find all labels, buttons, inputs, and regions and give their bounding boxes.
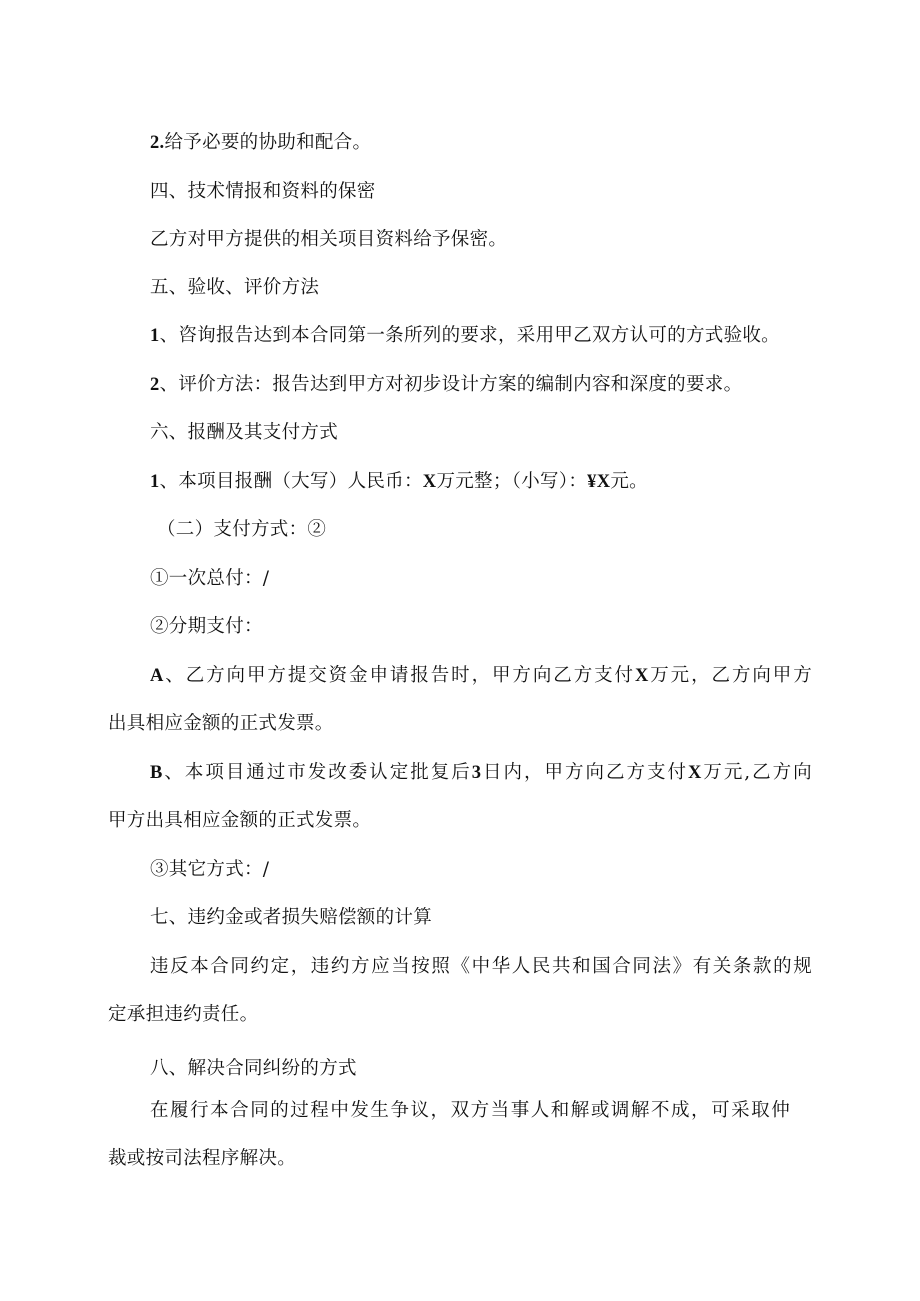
paragraph-line: 乙方对甲方提供的相关项目资料给予保密。 <box>150 229 508 250</box>
line-text: 、本项目通过市发改委认定批复后 <box>162 762 472 783</box>
item-number: 2 <box>150 375 160 395</box>
paragraph-line <box>150 373 742 397</box>
line-text: 万元,乙方向 <box>701 762 812 783</box>
line-text: 元。 <box>610 471 648 492</box>
item-label: A <box>150 666 164 686</box>
item-number: 1 <box>150 472 160 492</box>
paragraph-line: 在履行本合同的过程中发生争议，双方当事人和解或调解不成，可采取仲 <box>150 1100 790 1121</box>
item-number: 2. <box>150 133 165 153</box>
paragraph-line <box>150 324 780 348</box>
paragraph-line <box>150 131 371 155</box>
section-heading-8: 八、解决合同纠纷的方式 <box>150 1058 357 1079</box>
section-heading-7: 七、违约金或者损失赔偿额的计算 <box>150 907 433 928</box>
paragraph-line: 裁或按司法程序解决。 <box>108 1148 297 1169</box>
amount-placeholder: X <box>422 472 437 492</box>
paragraph-line: 甲方出具相应金额的正式发票。 <box>108 810 372 831</box>
amount-placeholder: ¥X <box>587 472 611 492</box>
section-heading-6: 六、报酬及其支付方式 <box>150 422 339 443</box>
line-text: 、咨询报告达到本合同第一条所列的要求，采用甲乙双方认可的方式验收。 <box>159 325 780 346</box>
paragraph-line: 定承担违约责任。 <box>108 1004 259 1025</box>
amount-placeholder: X <box>634 666 649 686</box>
paragraph-line <box>150 470 648 494</box>
line-text: 、本项目报酬（大写）人民币： <box>159 471 423 492</box>
line-text: 万元，乙方向甲方 <box>648 665 813 686</box>
item-label: B <box>150 763 163 783</box>
paragraph-line: ②分期支付： <box>150 616 263 637</box>
line-text: 给予必要的协助和配合。 <box>164 132 372 153</box>
amount-placeholder: X <box>687 763 702 783</box>
paragraph-line: 出具相应金额的正式发票。 <box>108 713 334 734</box>
paragraph-line <box>150 664 812 688</box>
paragraph-line: ③其它方式：/ <box>150 859 270 880</box>
paragraph-line <box>150 761 812 785</box>
section-heading-5: 五、验收、评价方法 <box>150 277 320 298</box>
line-text: 、评价方法：报告达到甲方对初步设计方案的编制内容和深度的要求。 <box>159 374 743 395</box>
line-text: 、乙方向甲方提交资金申请报告时，甲方向乙方支付 <box>163 665 635 686</box>
item-number: 1 <box>150 326 160 346</box>
day-count: 3 <box>471 763 482 783</box>
paragraph-line: 违反本合同约定，违约方应当按照《中华人民共和国合同法》有关条款的规 <box>150 956 812 977</box>
line-text: 万元整；（小写）： <box>436 471 588 492</box>
line-text: 日内，甲方向乙方支付 <box>481 762 688 783</box>
paragraph-line: （二）支付方式：② <box>157 519 327 540</box>
paragraph-line: ①一次总付：/ <box>150 568 270 589</box>
section-heading-4: 四、技术情报和资料的保密 <box>150 181 376 202</box>
